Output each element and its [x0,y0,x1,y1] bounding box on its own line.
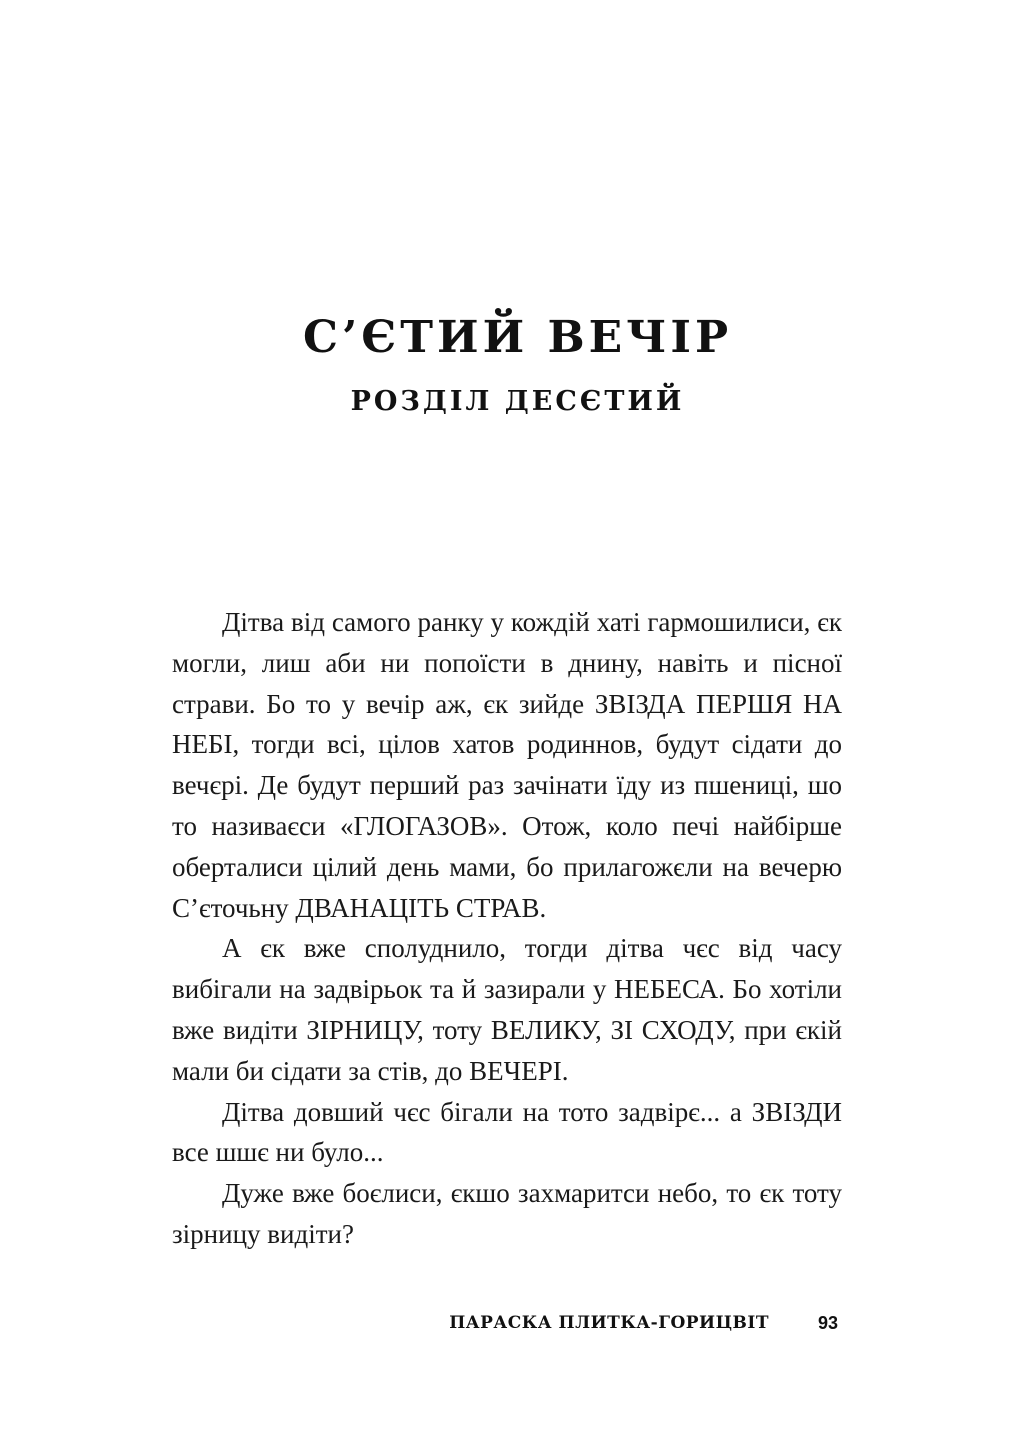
page-number: 93 [818,1313,839,1333]
chapter-title: С’ЄТИЙ ВЕЧІР [302,312,733,363]
body-text [172,602,842,1255]
paragraph: Дітва довший чєс бігали на тото задвірє... а ЗВІЗДИ все шшє ни було... [172,1096,842,1168]
paragraph: Дітва від самого ранку у кождій хаті гармошилиси, єк могли, лиш аби ни попоїсти в днину, навіть и пісної страви. Бо то у вечір аж, єк зийде ЗВІЗДА ПЕРШЯ НА НЕБІ, тогди всі, цілов хатов родиннов, будут сідати до вечєрі. Де будут перший раз зачінати їду из пшениці, шо то називаєси «ГЛОГАЗОВ». Отож, коло печі найбірше оберталиси цілий день мами, бо прилагожєли на вечерю С’єточьну ДВАНАЦІТЬ СТРАВ. [172,607,842,923]
paragraph: Дуже вже боєлиси, єкшо захмаритси небо, то єк тоту зірницу видіти? [172,1178,842,1249]
running-footer-author: ПАРАСКА ПЛИТКА-ГОРИЦВІТ [449,1313,769,1333]
paragraph: А єк вже сполуднило, тогди дітва чєс від часу вибігали на задвірьок та й зазирали у НЕБЕСА. Бо хотіли вже видіти ЗІРНИЦУ, тоту ВЕЛИКУ, ЗІ СХОДУ, при єкій мали би сідати за стів, до ВЕЧЕРІ. [172,933,842,1086]
chapter-subtitle: РОЗДІЛ ДЕСЄТИЙ [350,386,685,417]
page-footer [0,1308,1035,1338]
